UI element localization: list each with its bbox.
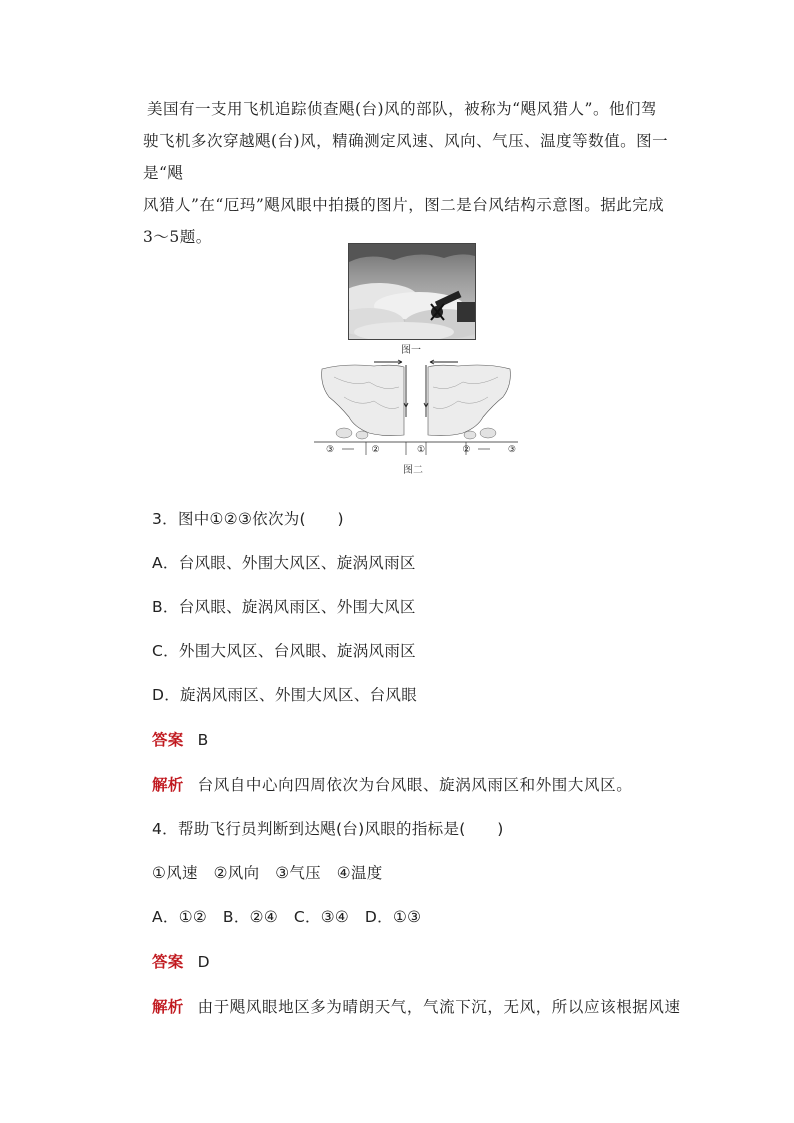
q3-explanation <box>152 773 632 795</box>
q3-answer-value: B <box>197 731 209 749</box>
q4-explanation <box>152 995 681 1017</box>
q3-option-c: C．外围大风区、台风眼、旋涡风雨区 <box>152 642 416 660</box>
figure-1-photo <box>348 243 476 340</box>
intro-line-2: 驶飞机多次穿越飓(台)风，精确测定风速、风向、气压、温度等数值。图一是“飓 <box>143 132 669 182</box>
q3-stem: 3．图中①②③依次为( ) <box>152 510 344 528</box>
intro-line-3: 风猎人”在“厄玛”飓风眼中拍摄的图片，图二是台风结构示意图。据此完成 <box>143 196 665 214</box>
q4-options: A．①② B．②④ C．③④ D．①③ <box>152 908 422 926</box>
q3-option-a: A．台风眼、外围大风区、旋涡风雨区 <box>152 554 416 572</box>
q4-stem: 4．帮助飞行员判断到达飓(台)风眼的指标是( ) <box>152 820 504 838</box>
fig2-label-2-right: ② <box>462 445 471 455</box>
answer-tag: 答案 <box>152 953 184 971</box>
fig2-label-3-left: ③ <box>326 445 335 455</box>
figure-1-caption: 图一 <box>401 345 421 356</box>
q4-answer <box>152 950 210 972</box>
q4-items: ①风速 ②风向 ③气压 ④温度 <box>152 864 383 882</box>
q3-answer <box>152 728 209 750</box>
q4-answer-value: D <box>197 953 210 971</box>
explanation-tag: 解析 <box>152 776 184 794</box>
fig2-label-1: ① <box>416 445 426 455</box>
answer-tag: 答案 <box>152 731 184 749</box>
intro-paragraph <box>143 93 675 253</box>
intro-line-1: 美国有一支用飞机追踪侦查飓(台)风的部队，被称为“飓风猎人”。他们驾 <box>147 100 657 118</box>
fig2-label-2-left: ② <box>371 445 380 455</box>
q4-explanation-text: 由于飓风眼地区多为晴朗天气，气流下沉，无风，所以应该根据风速 <box>197 998 681 1016</box>
fig2-label-3-right: ③ <box>507 445 516 455</box>
q3-option-d: D．旋涡风雨区、外围大风区、台风眼 <box>152 686 418 704</box>
explanation-tag: 解析 <box>152 998 184 1016</box>
q3-explanation-text: 台风自中心向四周依次为台风眼、旋涡风雨区和外围大风区。 <box>197 776 633 794</box>
q3-option-b: B．台风眼、旋涡风雨区、外围大风区 <box>152 598 416 616</box>
intro-line-4: 3～5题。 <box>143 228 212 246</box>
figure-2-diagram <box>314 357 518 457</box>
figure-2-caption: 图二 <box>403 465 423 476</box>
